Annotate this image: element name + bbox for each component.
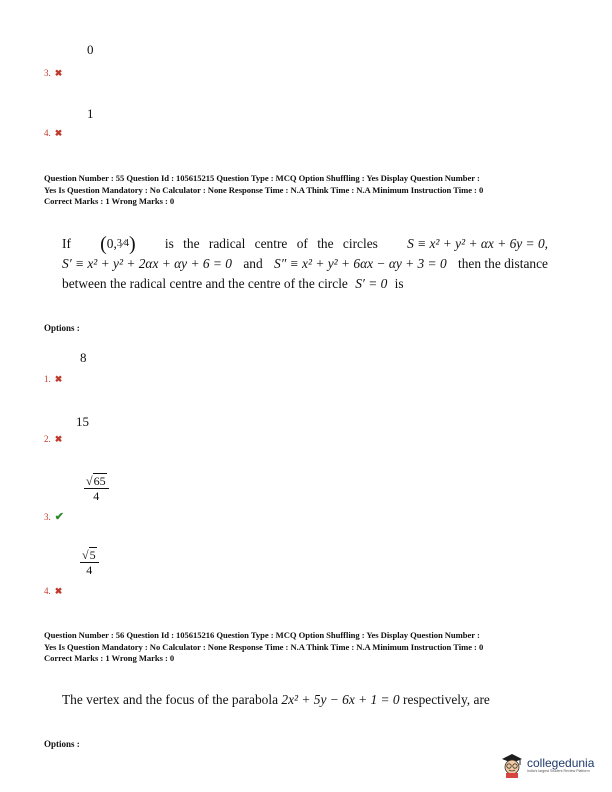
question-text: The vertex and the focus of the parabola 2x² + 5y − 6x + 1 = 0 respectively, are <box>62 692 490 707</box>
option-value: 8 <box>80 350 87 365</box>
option-fraction: $\frac{√5}{4}$ <box>80 548 99 577</box>
wrong-mark-icon: ✖ <box>54 68 63 78</box>
question-meta: Question Number : 56 Question Id : 105615216 Question Type : MCQ Option Shuffling : Yes Display Question Number : Yes Is Question Mandatory : No Calculator : None Response Time : N.A Think Time : N.A Minimum Instruction Time : 0 Correct Marks : 1 Wrong Marks : 0 <box>44 630 484 663</box>
question-meta: Question Number : 55 Question Id : 105615215 Question Type : MCQ Option Shuffling : Yes Display Question Number : Yes Is Question Mandatory : No Calculator : None Response Time : N.A Think Time : N.A Minimum Instruction Time : 0 Correct Marks : 1 Wrong Marks : 0 <box>44 173 484 206</box>
student-mascot-icon <box>500 752 524 778</box>
correct-check-icon: ✔ <box>54 511 64 523</box>
option-value: 0 <box>87 42 94 57</box>
option-number: 4. ✖ <box>44 586 63 596</box>
wrong-mark-icon: ✖ <box>54 434 63 444</box>
wrong-mark-icon: ✖ <box>54 128 63 138</box>
options-label: Options : <box>44 739 80 749</box>
option-number: 2. ✖ <box>44 434 63 444</box>
option-number: 4. ✖ <box>44 128 63 138</box>
question-text: If ( 0, 3 ⁄ 4 ) is the radical centre of the circles S ≡ x² + y² + αx + 6y = 0, S′ ≡ x² + y² + 2αx + αy + 6 = 0 and S″ ≡ x² + y² + 6αx − αy + 3 = 0 then the distance between the radical centre and the centre of the circle S′ = 0 is <box>62 233 548 291</box>
option-fraction: $\frac{√65}{4}$ <box>84 474 109 503</box>
option-number: 3. ✖ <box>44 68 63 78</box>
option-value: 15 <box>76 414 89 429</box>
option-number: 1. ✖ <box>44 374 63 384</box>
collegedunia-logo <box>500 752 594 778</box>
wrong-mark-icon: ✖ <box>54 374 63 384</box>
wrong-mark-icon: ✖ <box>54 586 63 596</box>
options-label: Options : <box>44 323 80 333</box>
logo-name: collegedunia <box>527 755 595 770</box>
option-value: 1 <box>87 106 94 121</box>
option-number: 3. ✔ <box>44 511 64 523</box>
logo-tagline: India's largest Student Review Platform <box>527 768 590 773</box>
